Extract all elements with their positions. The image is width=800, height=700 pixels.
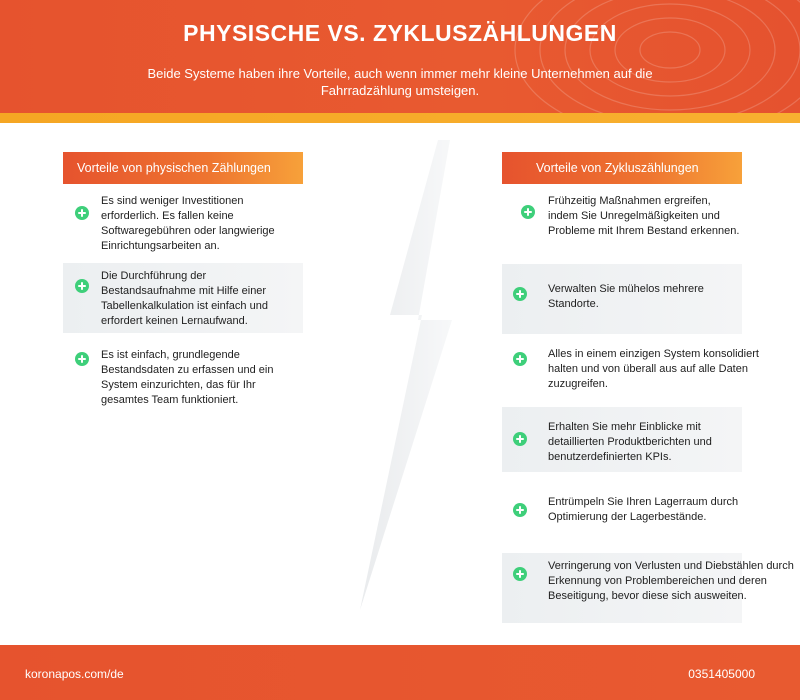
plus-circle-icon: [513, 287, 527, 301]
left-column-heading: Vorteile von physischen Zählungen: [63, 152, 303, 184]
footer: [0, 645, 800, 700]
footer-website: koronapos.com/de: [25, 667, 124, 681]
lightning-divider-icon: [360, 140, 460, 610]
plus-circle-icon: [75, 279, 89, 293]
list-item-text: Erhalten Sie mehr Einblicke mit detaillierten Produktberichten und benutzerdefinierten KPIs.: [548, 421, 712, 463]
list-item: [502, 487, 742, 547]
plus-circle-icon: [513, 432, 527, 446]
list-item-text: Die Durchführung der Bestandsaufnahme mit Hilfe einer Tabellenkalkulation ist einfach und erfordert keinen Lernaufwand.: [101, 270, 268, 327]
list-item: [63, 263, 303, 333]
page-subtitle: Beide Systeme haben ihre Vorteile, auch wenn immer mehr kleine Unternehmen auf die Fahrradzählung umsteigen.: [147, 66, 653, 98]
header-banner: [0, 0, 800, 113]
list-item: [502, 341, 759, 403]
list-item-text: Es sind weniger Investitionen erforderlich. Es fallen keine Softwaregebühren oder langwierige Einrichtungsarbeiten an.: [101, 195, 275, 252]
page-title: PHYSISCHE VS. ZYKLUSZÄHLUNGEN: [183, 20, 617, 46]
footer-phone: 0351405000: [688, 667, 755, 681]
list-item: [63, 186, 303, 256]
plus-circle-icon: [513, 503, 527, 517]
list-item-text: Entrümpeln Sie Ihren Lagerraum durch Optimierung der Lagerbestände.: [548, 496, 739, 523]
plus-circle-icon: [521, 205, 535, 219]
list-item: [502, 553, 794, 623]
list-item-text: Verringerung von Verlusten und Diebstählen durch Erkennung von Problembereichen und deren Beseitigung, bevor diese sich ausweiten.: [548, 560, 794, 602]
list-item: [502, 186, 742, 256]
right-column-heading: Vorteile von Zykluszählungen: [502, 152, 742, 184]
plus-circle-icon: [75, 352, 89, 366]
list-item-text: Frühzeitig Maßnahmen ergreifen, indem Sie Unregelmäßigkeiten und Probleme mit Ihrem Bestand erkennen.: [548, 195, 740, 237]
plus-circle-icon: [513, 352, 527, 366]
list-item: [63, 340, 303, 410]
list-item-text: Verwalten Sie mühelos mehrere Standorte.: [548, 283, 704, 310]
header-accent-band: [0, 113, 800, 123]
plus-circle-icon: [513, 567, 527, 581]
list-item-text: Alles in einem einzigen System konsolidiert halten und von überall aus auf alle Daten zuzugreifen.: [548, 348, 759, 390]
list-item: [502, 407, 742, 472]
list-item-text: Es ist einfach, grundlegende Bestandsdaten zu erfassen und ein System einzurichten, das für Ihr gesamtes Team funktioniert.: [101, 349, 274, 406]
list-item: [502, 264, 742, 334]
plus-circle-icon: [75, 206, 89, 220]
